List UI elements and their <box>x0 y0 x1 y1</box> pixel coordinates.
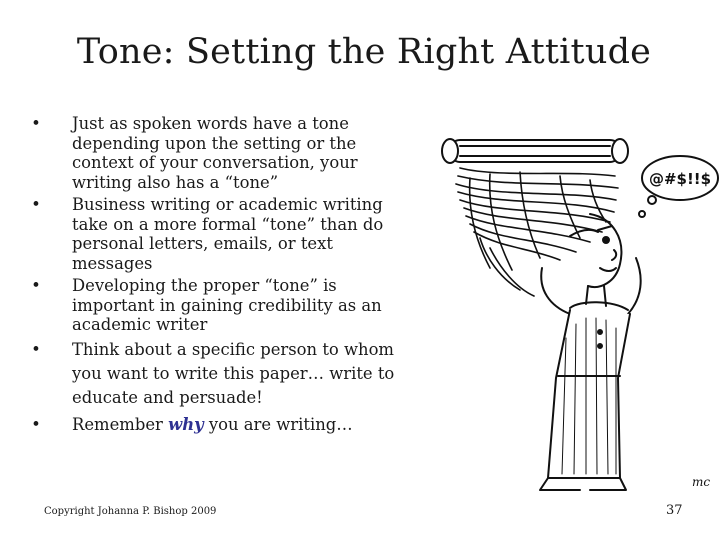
scroll-icon <box>442 139 628 163</box>
bullet-item <box>28 276 408 335</box>
cartoon-woman-with-scroll-icon <box>430 118 720 508</box>
slide-title: Tone: Setting the Right Attitude <box>76 32 652 72</box>
hair-scribble-icon <box>456 168 618 296</box>
bullet-item <box>28 114 408 192</box>
bullet-list <box>28 114 408 440</box>
bullet-item <box>28 338 408 410</box>
artist-signature: mc <box>692 475 711 489</box>
bullet-symbol: • <box>31 195 41 214</box>
face-icon <box>570 214 621 287</box>
bullet-symbol: • <box>31 414 41 434</box>
bullet-symbol: • <box>31 339 41 359</box>
bullet-item <box>28 413 408 437</box>
bullet-symbol: • <box>31 114 41 133</box>
bullet-emphasis-why: why <box>168 414 204 434</box>
bullet-text: Think about a specific person to whom you want to write this paper… write to educate and persuade! <box>72 339 395 407</box>
bullet-text-before: Remember <box>72 414 169 434</box>
bullet-text: Just as spoken words have a tone depending upon the setting or the context of your conversation, your writing also has a “tone” <box>72 114 358 192</box>
bullet-text-after: you are writing… <box>203 414 353 434</box>
speech-bubble-icon <box>642 156 718 200</box>
page-number: 37 <box>666 503 683 518</box>
copyright-footer: Copyright Johanna P. Bishop 2009 <box>44 506 217 517</box>
bullet-symbol: • <box>31 276 41 295</box>
speech-bubble-text: @#$!!$ <box>648 170 712 188</box>
bullet-text: Developing the proper “tone” is important in gaining credibility as an academic writer <box>72 276 382 334</box>
bullet-item <box>28 195 408 273</box>
bullet-text: Business writing or academic writing take on a more formal “tone” than do personal letters, emails, or text messages <box>72 195 384 273</box>
